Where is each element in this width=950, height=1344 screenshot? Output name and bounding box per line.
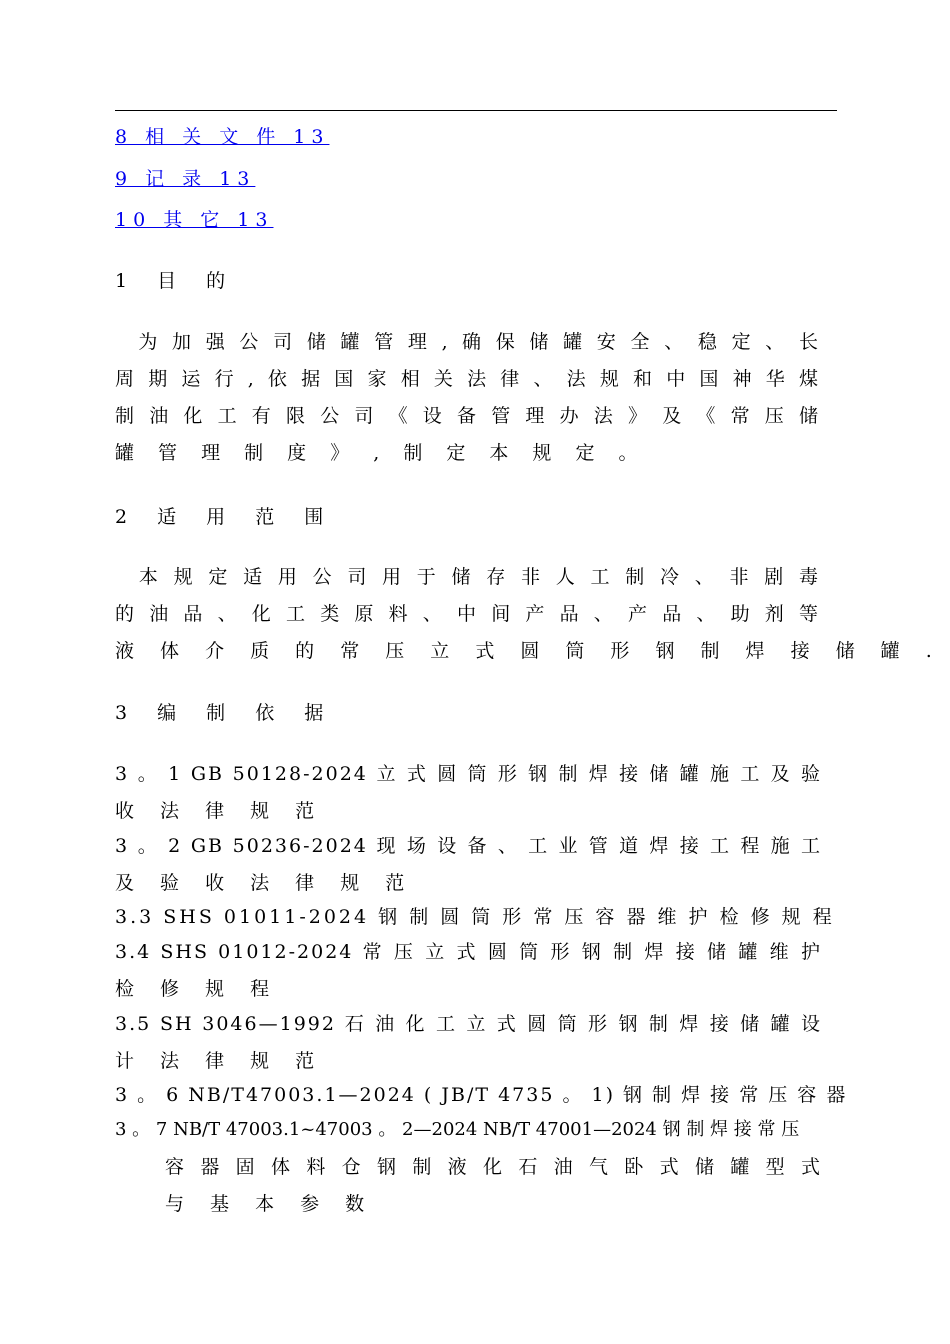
reference-item: 3 。 6 NB/T47003.1—2024 ( JB/T 4735 。 1) 钢 制 焊 接 常 压 容 器 (115, 1084, 848, 1106)
section-heading-scope: 2 适 用 范 围 (115, 506, 336, 528)
reference-item: 收 法 律 规 范 (115, 800, 325, 822)
header-rule (115, 110, 837, 111)
reference-item-continuation: 与 基 本 参 数 (165, 1193, 375, 1215)
paragraph-line: 制 油 化 工 有 限 公 司 《 设 备 管 理 办 法 》 及 《 常 压 储 (115, 405, 822, 427)
reference-item: 3.5 SH 3046—1992 石 油 化 工 立 式 圆 筒 形 钢 制 焊 接 储 罐 设 (115, 1013, 822, 1035)
reference-item: 3 。 1 GB 50128-2024 立 式 圆 筒 形 钢 制 焊 接 储 罐 施 工 及 验 (115, 763, 822, 785)
reference-item-continuation: 容 器 固 体 料 仓 钢 制 液 化 石 油 气 卧 式 储 罐 型 式 (165, 1156, 822, 1178)
reference-item: 及 验 收 法 律 规 范 (115, 872, 415, 894)
paragraph-line: 本 规 定 适 用 公 司 用 于 储 存 非 人 工 制 冷 、 非 剧 毒 (115, 566, 822, 588)
section-heading-purpose: 1 目 的 (115, 270, 238, 292)
paragraph-line: 的 油 品 、 化 工 类 原 料 、 中 间 产 品 、 产 品 、 助 剂 等 (115, 603, 822, 625)
reference-item: 计 法 律 规 范 (115, 1050, 325, 1072)
section-heading-basis: 3 编 制 依 据 (115, 702, 336, 724)
paragraph-line: 周 期 运 行 , 依 据 国 家 相 关 法 律 、 法 规 和 中 国 神 华 煤 (115, 368, 822, 390)
toc-link-related-documents[interactable]: 8 相 关 文 件 13 (115, 126, 330, 148)
reference-item: 3 。 2 GB 50236-2024 现 场 设 备 、 工 业 管 道 焊 接 工 程 施 工 (115, 835, 822, 857)
reference-item: 3.3 SHS 01011-2024 钢 制 圆 筒 形 常 压 容 器 维 护 检 修 规 程 (115, 906, 835, 928)
reference-item: 检 修 规 程 (115, 978, 280, 1000)
toc-link-others[interactable]: 10 其 它 13 (115, 209, 274, 231)
paragraph-line: 液 体 介 质 的 常 压 立 式 圆 筒 形 钢 制 焊 接 储 罐 . (115, 640, 942, 662)
reference-item: 3.4 SHS 01012-2024 常 压 立 式 圆 筒 形 钢 制 焊 接 储 罐 维 护 (115, 941, 822, 963)
paragraph-line: 为 加 强 公 司 储 罐 管 理 , 确 保 储 罐 安 全 、 稳 定 、 长 (115, 331, 822, 353)
paragraph-line: 罐 管 理 制 度 》 , 制 定 本 规 定 。 (115, 442, 647, 464)
reference-item: 3 。 7 NB/T 47003.1~47003 。 2—2024 NB/T 47001—2024 钢 制 焊 接 常 压 (115, 1119, 800, 1140)
toc-link-records[interactable]: 9 记 录 13 (115, 168, 256, 190)
